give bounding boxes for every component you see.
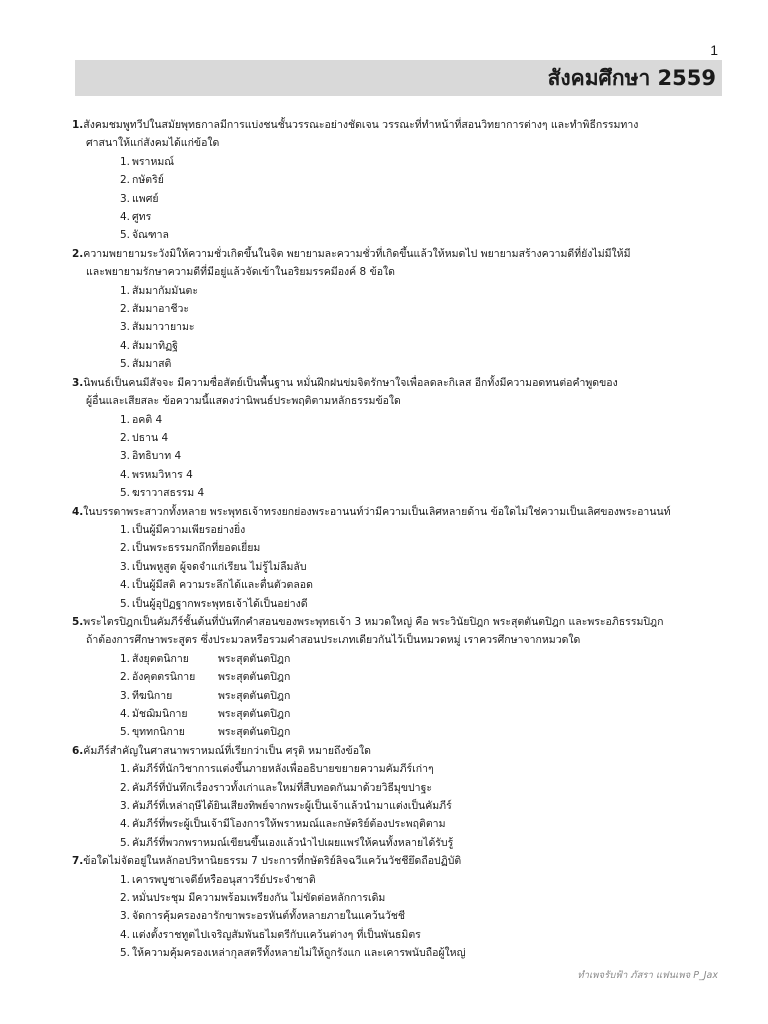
choice-option: [72, 558, 732, 576]
choice-subtext: พระสุตตันตปิฎก: [218, 671, 291, 684]
choice-number: 3.: [120, 800, 131, 813]
choice-option: [72, 208, 732, 226]
question-3: [72, 374, 732, 503]
choice-list: [72, 282, 732, 374]
choice-text: เป็นผู้มีความเพียรอย่างยิ่ง: [132, 523, 246, 536]
page-number: 1: [710, 42, 718, 58]
choice-number: 1.: [120, 652, 131, 665]
choice-text: คัมภีร์ที่พระผู้เป็นเจ้ามีโองการให้พราหมณ์และกษัตริย์ต้องประพฤติตาม: [132, 818, 446, 831]
question-5: [72, 613, 732, 742]
choice-number: 4.: [120, 339, 131, 352]
question-number: 1.: [72, 119, 84, 131]
choice-number: 1.: [120, 155, 131, 168]
question-text: สังคมชมพูทวีปในสมัยพุทธกาลมีการแบ่งชนชั้นวรรณะอย่างชัดเจน วรรณะที่ทำหน้าที่สอนวิทยาการต่างๆ และทำพิธีกรรมทาง: [83, 119, 639, 131]
choice-option: [72, 815, 732, 833]
title-bar: [75, 60, 722, 96]
choice-option: [72, 687, 732, 705]
choice-text: ปธาน 4: [132, 431, 169, 444]
choice-text: อิทธิบาท 4: [132, 450, 182, 463]
choice-number: 5.: [120, 597, 131, 610]
choice-text: หมั่นประชุม มีความพร้อมเพรียงกัน ไม่ขัดต่อหลักการเดิม: [132, 892, 386, 905]
choice-option: [72, 411, 732, 429]
choice-option: [72, 429, 732, 447]
choice-number: 5.: [120, 487, 131, 500]
choice-text: พราหมณ์: [132, 155, 175, 168]
choice-option: [72, 926, 732, 944]
question-text: ศาสนาให้แก่สังคมได้แก่ข้อใด: [86, 137, 220, 150]
choice-subtext: พระสุตตันตปิฎก: [218, 689, 291, 702]
question-text: และพยายามรักษาความดีที่มีอยู่แล้วจัดเข้าในอริยมรรคมีองค์ 8 ข้อใด: [86, 266, 395, 279]
question-text: ในบรรดาพระสาวกทั้งหลาย พระพุทธเจ้าทรงยกย่องพระอานนท์ว่ามีความเป็นเลิศหลายด้าน ข้อใดไม่ใช่ความเป็นเลิศของพระอานนท์: [83, 505, 671, 518]
choice-option: [72, 723, 732, 741]
choice-option: [72, 834, 732, 852]
choice-text: ฆราวาสธรรม 4: [132, 487, 205, 500]
question-stem: [72, 245, 732, 263]
choice-text: ทีฆนิกาย: [132, 689, 173, 702]
choice-list: [72, 871, 732, 963]
choice-number: 1.: [120, 284, 131, 297]
choice-option: [72, 190, 732, 208]
question-list: [72, 116, 732, 963]
choice-option: [72, 797, 732, 815]
choice-number: 2.: [120, 431, 131, 444]
choice-number: 2.: [120, 892, 131, 905]
choice-list: [72, 760, 732, 852]
choice-text: อังคุตตรนิกาย: [132, 671, 196, 684]
choice-option: [72, 337, 732, 355]
choice-subtext: พระสุตตันตปิฎก: [218, 652, 291, 665]
choice-text: จัดการคุ้มครองอารักขาพระอรหันต์ทั้งหลายภายในแคว้นวัชชี: [132, 910, 405, 923]
question-stem-continued: [72, 631, 732, 649]
choice-number: 5.: [120, 726, 131, 739]
question-stem-continued: [72, 263, 732, 281]
choice-text: กษัตริย์: [132, 174, 164, 187]
choice-option: [72, 282, 732, 300]
choice-text: จัณฑาล: [132, 229, 169, 242]
question-stem: [72, 116, 732, 134]
choice-text: มัชฌิมนิกาย: [132, 708, 188, 720]
choice-option: [72, 907, 732, 925]
choice-option: [72, 889, 732, 907]
choice-option: [72, 779, 732, 797]
question-stem-continued: [72, 392, 732, 410]
choice-number: 5.: [120, 229, 131, 242]
choice-number: 1.: [120, 763, 131, 776]
choice-text: เคารพบูชาเจดีย์หรืออนุสาวรีย์ประจำชาติ: [132, 873, 316, 886]
choice-text: คัมภีร์ที่เหล่าฤษีได้ยินเสียงทิพย์จากพระผู้เป็นเจ้าแล้วนำมาแต่งเป็นคัมภีร์: [132, 800, 452, 813]
question-stem: [72, 742, 732, 760]
choice-number: 1.: [120, 873, 131, 886]
question-number: 4.: [72, 505, 84, 518]
question-text: พระไตรปิฎกเป็นคัมภีร์ชั้นต้นที่บันทึกคำสอนของพระพุทธเจ้า 3 หมวดใหญ่ คือ พระวินัยปิฎก พระสุตตันตปิฎก และพระอภิธรรมปิฎก: [83, 615, 664, 628]
choice-number: 3.: [120, 450, 131, 463]
footer-credit: ทำเพจรับฟ้า ภัสรา แฟนเพจ P_Jax: [577, 970, 718, 981]
choice-option: [72, 484, 732, 502]
choice-text: เป็นพหูสูต ผู้จดจำแก่เรียน ไม่รู้ไม่ลืมลับ: [132, 560, 307, 573]
choice-number: 5.: [120, 836, 131, 849]
choice-list: [72, 411, 732, 503]
question-4: [72, 503, 732, 613]
choice-text: ศูทร: [132, 211, 152, 224]
choice-option: [72, 355, 732, 373]
choice-subtext: พระสุตตันตปิฎก: [218, 708, 291, 720]
choice-option: [72, 539, 732, 557]
choice-number: 2.: [120, 174, 131, 187]
question-number: 2.: [72, 247, 84, 260]
choice-text: สัมมาสติ: [132, 358, 172, 371]
choice-option: [72, 871, 732, 889]
choice-option: [72, 447, 732, 465]
choice-number: 3.: [120, 910, 131, 923]
question-stem: [72, 613, 732, 631]
question-number: 6.: [72, 744, 84, 757]
choice-number: 2.: [120, 781, 131, 794]
choice-option: [72, 466, 732, 484]
question-stem: [72, 374, 732, 392]
choice-list: [72, 153, 732, 245]
choice-number: 1.: [120, 523, 131, 536]
choice-option: [72, 521, 732, 539]
choice-option: [72, 226, 732, 244]
choice-text: คัมภีร์ที่บันทึกเรื่องราวทั้งเก่าและใหม่ที่สืบทอดกันมาด้วยวิธีมุขปาฐะ: [132, 781, 433, 794]
choice-number: 4.: [120, 211, 131, 224]
question-text: ถ้าต้องการศึกษาพระสูตร ซึ่งประมวลหรือรวมคำสอนประเภทเดียวกันไว้เป็นหมวดหมู่ เราควรศึกษาจากหมวดใด: [86, 634, 581, 647]
choice-text: สังยุตตนิกาย: [132, 652, 189, 665]
choice-option: [72, 705, 732, 723]
choice-number: 3.: [120, 689, 131, 702]
choice-text: สัมมาอาชีวะ: [132, 303, 190, 316]
choice-option: [72, 944, 732, 962]
choice-number: 4.: [120, 928, 131, 941]
choice-subtext: พระสุตตันตปิฎก: [218, 726, 291, 739]
question-stem: [72, 852, 732, 870]
choice-text: สัมมากัมมันตะ: [132, 284, 198, 297]
choice-text: อคติ 4: [132, 413, 163, 426]
choice-text: ขุททกนิกาย: [132, 726, 185, 739]
choice-number: 3.: [120, 560, 131, 573]
choice-number: 2.: [120, 542, 131, 555]
choice-number: 4.: [120, 818, 131, 831]
choice-option: [72, 650, 732, 668]
choice-number: 1.: [120, 413, 131, 426]
question-number: 5.: [72, 615, 84, 628]
choice-list: [72, 650, 732, 742]
choice-text: เป็นผู้มีสติ ความระลึกได้และตื่นตัวตลอด: [132, 579, 313, 592]
question-number: 7.: [72, 855, 84, 868]
question-6: [72, 742, 732, 852]
question-text: ข้อใดไม่จัดอยู่ในหลักอปริหานิยธรรม 7 ประการที่กษัตริย์ลิจฉวีแคว้นวัชชียึดถือปฏิบัติ: [83, 855, 462, 868]
choice-text: เป็นพระธรรมกถึกที่ยอดเยี่ยม: [132, 542, 261, 555]
choice-option: [72, 300, 732, 318]
question-text: นิพนธ์เป็นคนมีสัจจะ มีความซื่อสัตย์เป็นพื้นฐาน หมั่นฝึกฝนข่มจิตรักษาใจเพื่อลดละกิเลส อีกทั้งมีความอดทนต่อคำพูดของ: [83, 376, 618, 389]
page-title: สังคมศึกษา 2559: [547, 66, 716, 90]
choice-option: [72, 318, 732, 336]
choice-number: 2.: [120, 671, 131, 684]
question-stem-continued: [72, 134, 732, 152]
choice-text: คัมภีร์ที่พวกพราหมณ์เขียนขึ้นเองแล้วนำไปเผยแพร่ให้คนทั้งหลายได้รับรู้: [132, 836, 454, 849]
choice-text: แต่งตั้งราชทูตไปเจริญสัมพันธไมตรีกับแคว้นต่างๆ ที่เป็นพันธมิตร: [132, 928, 421, 941]
choice-option: [72, 576, 732, 594]
choice-text: สัมมาทิฏฐิ: [132, 339, 178, 352]
question-2: [72, 245, 732, 374]
choice-option: [72, 171, 732, 189]
choice-option: [72, 760, 732, 778]
question-text: คัมภีร์สำคัญในศาสนาพราหมณ์ที่เรียกว่าเป็น ศรุติ หมายถึงข้อใด: [83, 744, 371, 757]
question-1: [72, 116, 732, 245]
choice-number: 4.: [120, 579, 131, 592]
choice-number: 2.: [120, 303, 131, 316]
choice-text: คัมภีร์ที่นักวิชาการแต่งขึ้นภายหลังเพื่ออธิบายขยายความคัมภีร์เก่าๆ: [132, 763, 434, 776]
question-7: [72, 852, 732, 962]
choice-text: สัมมาวายามะ: [132, 321, 195, 334]
choice-option: [72, 668, 732, 686]
choice-number: 5.: [120, 358, 131, 371]
question-stem: [72, 503, 732, 521]
choice-text: พรหมวิหาร 4: [132, 468, 193, 481]
choice-text: เป็นผู้อุปัฏฐากพระพุทธเจ้าได้เป็นอย่างดี: [132, 597, 308, 610]
question-text: ผู้อื่นและเสียสละ ข้อความนี้แสดงว่านิพนธ์ประพฤติตามหลักธรรมข้อใด: [86, 395, 401, 408]
choice-number: 4.: [120, 468, 131, 481]
choice-text: ให้ความคุ้มครองเหล่ากุลสตรีทั้งหลายไม่ให้ถูกรังแก และเคารพนับถือผู้ใหญ่: [132, 947, 466, 960]
choice-option: [72, 153, 732, 171]
choice-number: 3.: [120, 321, 131, 334]
choice-number: 5.: [120, 947, 131, 960]
question-text: ความพยายามระวังมิให้ความชั่วเกิดขึ้นในจิต พยายามละความชั่วที่เกิดขึ้นแล้วให้หมดไป พยายามสร้างความดีที่ยังไม่มีให้มี: [83, 247, 631, 260]
choice-option: [72, 595, 732, 613]
choice-list: [72, 521, 732, 613]
question-number: 3.: [72, 376, 84, 389]
choice-text: แพศย์: [132, 192, 159, 205]
choice-number: 4.: [120, 708, 131, 720]
choice-number: 3.: [120, 192, 131, 205]
